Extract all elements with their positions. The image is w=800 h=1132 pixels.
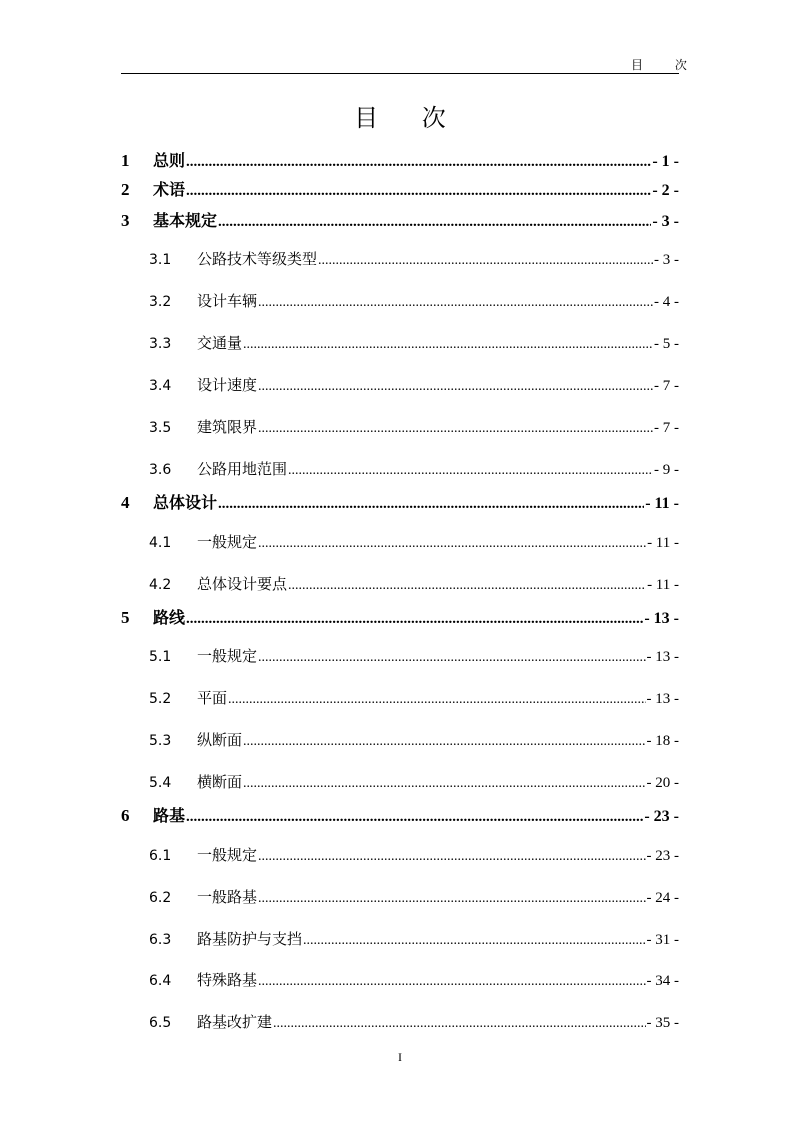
toc-entry-label: 总体设计 bbox=[153, 493, 218, 512]
toc-entry-page: - 35 - bbox=[646, 1015, 679, 1031]
toc-entry-number: 3.2 bbox=[149, 294, 172, 310]
toc-entry-page: - 23 - bbox=[646, 848, 679, 864]
toc-entry-page: - 13 - bbox=[644, 610, 679, 627]
toc-entry-page: - 24 - bbox=[646, 890, 679, 906]
toc-entry-page: - 34 - bbox=[646, 973, 679, 989]
toc-chapter-entry[interactable] bbox=[121, 490, 679, 513]
toc-entry-label: 建筑限界 bbox=[197, 418, 258, 436]
toc-chapter-entry[interactable] bbox=[121, 177, 679, 200]
toc-entry-label: 一般规定 bbox=[197, 647, 258, 665]
toc-entry-number: 5.3 bbox=[149, 733, 172, 749]
toc-dot-leader bbox=[288, 578, 646, 594]
toc-entry-label: 一般路基 bbox=[197, 888, 258, 906]
toc-section-entry[interactable] bbox=[149, 969, 679, 990]
toc-dot-leader bbox=[258, 891, 645, 907]
toc-dot-leader bbox=[186, 611, 643, 628]
toc-entry-number: 3.1 bbox=[149, 252, 172, 268]
toc-dot-leader bbox=[303, 933, 645, 949]
toc-entry-number: 5 bbox=[121, 608, 130, 627]
toc-entry-page: - 20 - bbox=[646, 775, 679, 791]
toc-entry-page: - 11 - bbox=[647, 535, 679, 551]
toc-entry-label: 路基改扩建 bbox=[197, 1013, 273, 1031]
toc-chapter-entry[interactable] bbox=[121, 605, 679, 628]
toc-entry-number: 3.3 bbox=[149, 336, 172, 352]
toc-entry-page: - 5 - bbox=[654, 336, 679, 352]
toc-dot-leader bbox=[243, 337, 653, 353]
toc-entry-page: - 23 - bbox=[644, 808, 679, 825]
toc-entry-label: 路线 bbox=[153, 608, 186, 627]
toc-entry-page: - 7 - bbox=[654, 378, 679, 394]
toc-section-entry[interactable] bbox=[149, 290, 679, 311]
toc-entry-label: 平面 bbox=[197, 689, 228, 707]
toc-entry-page: - 2 - bbox=[652, 182, 679, 199]
toc-entry-number: 6.1 bbox=[149, 848, 172, 864]
toc-entry-number: 3 bbox=[121, 211, 130, 230]
toc-entry-number: 6.3 bbox=[149, 932, 172, 948]
toc-section-entry[interactable] bbox=[149, 531, 679, 552]
toc-dot-leader bbox=[258, 295, 653, 311]
toc-dot-leader bbox=[186, 183, 651, 200]
toc-entry-label: 总体设计要点 bbox=[197, 575, 288, 593]
toc-entry-number: 1 bbox=[121, 151, 130, 170]
toc-section-entry[interactable] bbox=[149, 416, 679, 437]
toc-entry-label: 纵断面 bbox=[197, 731, 243, 749]
toc-entry-page: - 11 - bbox=[645, 495, 679, 512]
toc-entry-number: 6.5 bbox=[149, 1015, 172, 1031]
toc-entry-number: 6 bbox=[121, 806, 130, 825]
toc-entry-label: 交通量 bbox=[197, 334, 243, 352]
toc-dot-leader bbox=[186, 809, 643, 826]
toc-section-entry[interactable] bbox=[149, 573, 679, 594]
toc-section-entry[interactable] bbox=[149, 374, 679, 395]
toc-entry-label: 横断面 bbox=[197, 773, 243, 791]
toc-entry-number: 4 bbox=[121, 493, 130, 512]
toc-chapter-entry[interactable] bbox=[121, 803, 679, 826]
toc-entry-number: 3.5 bbox=[149, 420, 172, 436]
toc-entry-label: 设计速度 bbox=[197, 376, 258, 394]
toc-entry-page: - 3 - bbox=[652, 213, 679, 230]
toc-entry-page: - 3 - bbox=[654, 252, 679, 268]
toc-entry-number: 2 bbox=[121, 180, 130, 199]
toc-section-entry[interactable] bbox=[149, 332, 679, 353]
toc-dot-leader bbox=[218, 496, 644, 513]
toc-entry-label: 路基防护与支挡 bbox=[197, 930, 303, 948]
running-header: 目 次 bbox=[631, 58, 701, 72]
toc-dot-leader bbox=[258, 974, 645, 990]
toc-entry-label: 一般规定 bbox=[197, 846, 258, 864]
toc-entry-page: - 7 - bbox=[654, 420, 679, 436]
toc-entry-label: 设计车辆 bbox=[197, 292, 258, 310]
toc-entry-label: 公路用地范围 bbox=[197, 460, 288, 478]
toc-entry-number: 4.1 bbox=[149, 535, 172, 551]
toc-section-entry[interactable] bbox=[149, 771, 679, 792]
toc-dot-leader bbox=[228, 692, 645, 708]
toc-section-entry[interactable] bbox=[149, 886, 679, 907]
toc-dot-leader bbox=[273, 1016, 645, 1032]
toc-section-entry[interactable] bbox=[149, 645, 679, 666]
toc-section-entry[interactable] bbox=[149, 1011, 679, 1032]
toc-entry-label: 路基 bbox=[153, 806, 186, 825]
toc-section-entry[interactable] bbox=[149, 458, 679, 479]
toc-entry-number: 4.2 bbox=[149, 577, 172, 593]
toc-entry-number: 6.2 bbox=[149, 890, 172, 906]
toc-dot-leader bbox=[288, 463, 653, 479]
toc-entry-label: 一般规定 bbox=[197, 533, 258, 551]
toc-entry-page: - 13 - bbox=[646, 649, 679, 665]
toc-chapter-entry[interactable] bbox=[121, 208, 679, 231]
toc-dot-leader bbox=[258, 849, 645, 865]
toc-section-entry[interactable] bbox=[149, 844, 679, 865]
toc-section-entry[interactable] bbox=[149, 248, 679, 269]
toc-entry-page: - 18 - bbox=[646, 733, 679, 749]
toc-entry-number: 3.6 bbox=[149, 462, 172, 478]
toc-entry-page: - 4 - bbox=[654, 294, 679, 310]
toc-chapter-entry[interactable] bbox=[121, 148, 679, 171]
toc-entry-label: 公路技术等级类型 bbox=[197, 250, 318, 268]
page-title: 目 次 bbox=[354, 104, 464, 132]
toc-entry-label: 特殊路基 bbox=[197, 971, 258, 989]
toc-entry-page: - 31 - bbox=[646, 932, 679, 948]
footer-page-number: I bbox=[398, 1050, 402, 1064]
toc-entry-label: 基本规定 bbox=[153, 211, 218, 230]
toc-entry-label: 术语 bbox=[153, 180, 186, 199]
header-rule bbox=[121, 73, 679, 74]
toc-entry-page: - 13 - bbox=[646, 691, 679, 707]
toc-entry-page: - 11 - bbox=[647, 577, 679, 593]
toc-entry-label: 总则 bbox=[153, 151, 186, 170]
toc-dot-leader bbox=[258, 379, 653, 395]
toc-dot-leader bbox=[243, 734, 645, 750]
toc-dot-leader bbox=[258, 650, 645, 666]
toc-section-entry[interactable] bbox=[149, 928, 679, 949]
toc-dot-leader bbox=[218, 214, 651, 231]
toc-dot-leader bbox=[243, 776, 645, 792]
toc-entry-number: 3.4 bbox=[149, 378, 172, 394]
toc-entry-number: 5.4 bbox=[149, 775, 172, 791]
toc-section-entry[interactable] bbox=[149, 687, 679, 708]
toc-entry-number: 6.4 bbox=[149, 973, 172, 989]
toc-dot-leader bbox=[258, 421, 653, 437]
toc-entry-page: - 9 - bbox=[654, 462, 679, 478]
toc-dot-leader bbox=[186, 154, 651, 171]
toc-entry-number: 5.2 bbox=[149, 691, 172, 707]
toc-entry-number: 5.1 bbox=[149, 649, 172, 665]
toc-dot-leader bbox=[258, 536, 646, 552]
toc-dot-leader bbox=[318, 253, 653, 269]
toc-section-entry[interactable] bbox=[149, 729, 679, 750]
toc-entry-page: - 1 - bbox=[652, 153, 679, 170]
